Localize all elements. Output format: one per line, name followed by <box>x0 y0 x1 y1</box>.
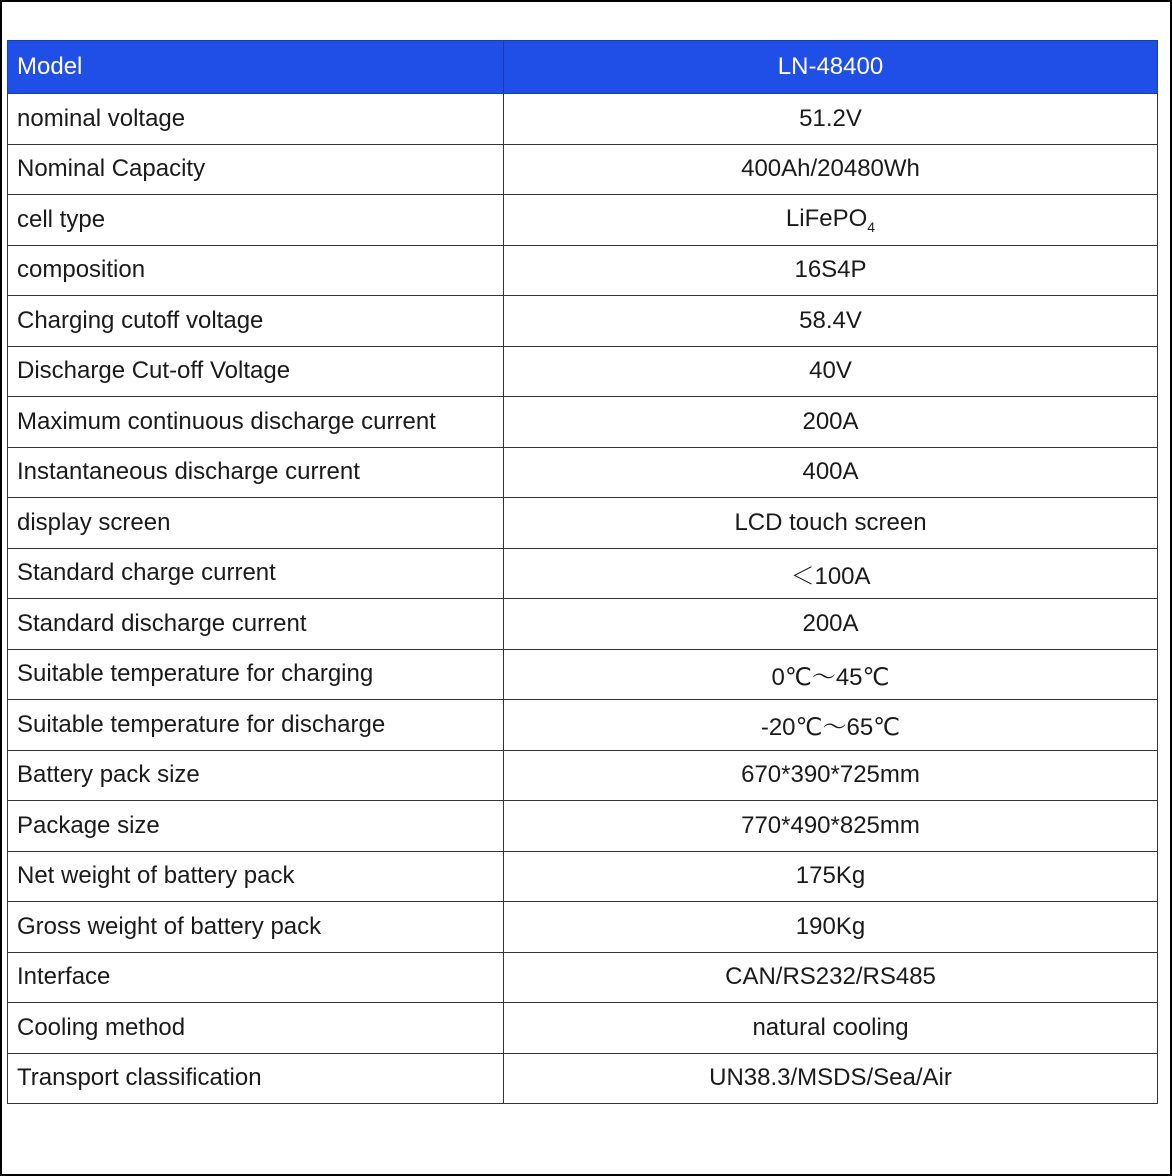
row-value: 670*390*725mm <box>504 750 1158 801</box>
row-label: Battery pack size <box>8 750 504 801</box>
table-header-row <box>8 41 1158 94</box>
table-row <box>8 750 1158 801</box>
row-value: ＜100A <box>504 548 1158 599</box>
row-value: 200A <box>504 397 1158 448</box>
row-label: Cooling method <box>8 1003 504 1054</box>
row-label: Discharge Cut-off Voltage <box>8 346 504 397</box>
row-label: Charging cutoff voltage <box>8 296 504 347</box>
row-label: Instantaneous discharge current <box>8 447 504 498</box>
row-value: 16S4P <box>504 245 1158 296</box>
row-value: 40V <box>504 346 1158 397</box>
table-row <box>8 94 1158 145</box>
table-row <box>8 801 1158 852</box>
table-row <box>8 397 1158 448</box>
row-value: -20℃～65℃ <box>504 700 1158 751</box>
table-row <box>8 599 1158 650</box>
row-label: composition <box>8 245 504 296</box>
table-row <box>8 548 1158 599</box>
row-label: Standard discharge current <box>8 599 504 650</box>
header-value-cell: LN-48400 <box>504 41 1158 94</box>
row-label: Transport classification <box>8 1053 504 1104</box>
row-value: 400Ah/20480Wh <box>504 144 1158 195</box>
row-value-cell-type <box>504 195 1158 246</box>
row-value: 0℃～45℃ <box>504 649 1158 700</box>
row-value: 770*490*825mm <box>504 801 1158 852</box>
row-value: 58.4V <box>504 296 1158 347</box>
row-value: 200A <box>504 599 1158 650</box>
row-label: Suitable temperature for discharge <box>8 700 504 751</box>
table-row <box>8 195 1158 246</box>
row-label: Gross weight of battery pack <box>8 902 504 953</box>
row-label: Suitable temperature for charging <box>8 649 504 700</box>
row-value: CAN/RS232/RS485 <box>504 952 1158 1003</box>
row-value: 190Kg <box>504 902 1158 953</box>
table-row <box>8 851 1158 902</box>
row-value: natural cooling <box>504 1003 1158 1054</box>
row-value: 51.2V <box>504 94 1158 145</box>
row-value: 400A <box>504 447 1158 498</box>
table-row <box>8 296 1158 347</box>
table-row <box>8 649 1158 700</box>
spec-table <box>7 40 1158 1104</box>
row-label: Package size <box>8 801 504 852</box>
table-row <box>8 952 1158 1003</box>
table-row <box>8 1053 1158 1104</box>
header-label-cell: Model <box>8 41 504 94</box>
row-value-subscript: 4 <box>867 218 876 235</box>
row-label: Maximum continuous discharge current <box>8 397 504 448</box>
table-row <box>8 346 1158 397</box>
row-value-text: LiFePO <box>785 204 868 232</box>
row-label: cell type <box>8 195 504 246</box>
row-label: Interface <box>8 952 504 1003</box>
table-row <box>8 1003 1158 1054</box>
table-row <box>8 700 1158 751</box>
row-value: 175Kg <box>504 851 1158 902</box>
table-row <box>8 144 1158 195</box>
table-row <box>8 447 1158 498</box>
row-label: Standard charge current <box>8 548 504 599</box>
table-row <box>8 902 1158 953</box>
row-value: LCD touch screen <box>504 498 1158 549</box>
row-label: Net weight of battery pack <box>8 851 504 902</box>
row-label: display screen <box>8 498 504 549</box>
table-row <box>8 245 1158 296</box>
row-label: Nominal Capacity <box>8 144 504 195</box>
table-row <box>8 498 1158 549</box>
row-value: UN38.3/MSDS/Sea/Air <box>504 1053 1158 1104</box>
row-label: nominal voltage <box>8 94 504 145</box>
